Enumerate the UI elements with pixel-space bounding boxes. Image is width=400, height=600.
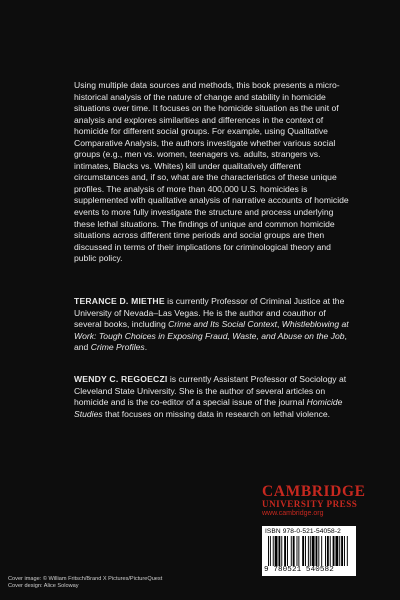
barcode-bar <box>291 536 292 566</box>
barcode-bar <box>293 536 295 566</box>
author-name: WENDY C. REGOECZI <box>74 374 168 384</box>
barcode-bar <box>270 536 271 566</box>
publisher-url: www.cambridge.org <box>262 510 324 517</box>
barcode-bar <box>305 536 306 566</box>
author-name: TERANCE D. MIETHE <box>74 296 165 306</box>
author-bio-regoeczi <box>74 374 350 420</box>
book-title: Crime and Its Social Context <box>168 319 278 330</box>
book-description: Using multiple data sources and methods, this book presents a micro-historical analysis of the nature of change and stability in homicide situations over time. It focuses on the homicide situation as the unit of analysis and explores similarities and differences in the context of homicide for different social groups. For example, using Qualitative Comparative Analysis, the authors investigate whether various social groups (e.g., men vs. women, teenagers vs. adults, strangers vs. intimates, Blacks vs. Whites) kill under qualitatively different circumstances and, if so, what are the characteristics of these unique profiles. The analysis of more than 400,000 U.S. homicides is supplemented with qualitative analysis of narrative accounts of homicide events to more fully investigate the structure and process underlying these lethal situations. The findings of unique and common homicide situations across different time periods and social groups are then discussed in terms of their implications for criminological theory and public policy. <box>74 80 349 264</box>
cover-credits <box>8 576 162 591</box>
barcode-bar <box>284 536 286 566</box>
barcode-bar <box>341 536 343 566</box>
barcode-bar <box>268 536 269 566</box>
publisher-name: CAMBRIDGE <box>262 483 366 500</box>
bio-text: is currently Professor of Criminal Justice at the University of Nevada–Las Vegas. He is the author and coauthor of several books, including <box>74 296 345 330</box>
barcode-bar <box>312 536 315 566</box>
isbn-digits: 9 780521 540582 <box>264 566 334 574</box>
isbn-barcode <box>262 526 356 576</box>
book-title: Crime Profiles <box>90 342 145 353</box>
barcode-bar <box>339 536 340 566</box>
barcode-bar <box>297 536 298 566</box>
bio-end: . <box>144 342 148 353</box>
bio-separator: , <box>277 319 282 330</box>
cover-design-credit: Cover design: Alice Soloway <box>8 583 79 590</box>
barcode-bars <box>268 536 352 566</box>
barcode-bar <box>335 536 338 566</box>
bio-text: is currently Assistant Professor of Sociology at Cleveland State University. She is the author of several articles on homicide and is the co-editor of a special issue of the journal <box>74 374 347 408</box>
barcode-bar <box>302 536 304 566</box>
barcode-bar <box>308 536 309 566</box>
barcode-bar <box>325 536 326 566</box>
bio-separator: , and <box>74 330 347 353</box>
barcode-bar <box>347 536 348 566</box>
barcode-bar <box>316 536 318 566</box>
barcode-bar <box>321 536 322 566</box>
barcode-bar <box>327 536 329 566</box>
author-bio-miethe <box>74 296 350 354</box>
barcode-bar <box>275 536 278 566</box>
barcode-bar <box>278 536 280 566</box>
barcode-bar <box>298 536 299 566</box>
cover-image-credit: Cover image: © William Fritsch/Brand X Pictures/PictureQuest <box>8 576 163 582</box>
book-title: Whistleblowing at Work: Tough Choices in Exposing Fraud, Waste, and Abuse on the Job <box>74 319 349 341</box>
barcode-bar <box>287 536 288 566</box>
barcode-bar <box>318 536 319 566</box>
barcode-bar <box>333 536 335 566</box>
barcode-bar <box>344 536 345 566</box>
isbn-label: ISBN 978-0-521-54058-2 <box>265 528 341 535</box>
publisher-logo <box>262 483 366 518</box>
journal-title: Homicide Studies <box>74 397 343 419</box>
publisher-subname: UNIVERSITY PRESS <box>262 499 358 509</box>
barcode-bar <box>310 536 311 566</box>
barcode-bar <box>273 536 274 566</box>
barcode-bar <box>281 536 282 566</box>
bio-text: that focuses on missing data in research on lethal violence. <box>102 408 331 419</box>
barcode-bar <box>330 536 331 566</box>
